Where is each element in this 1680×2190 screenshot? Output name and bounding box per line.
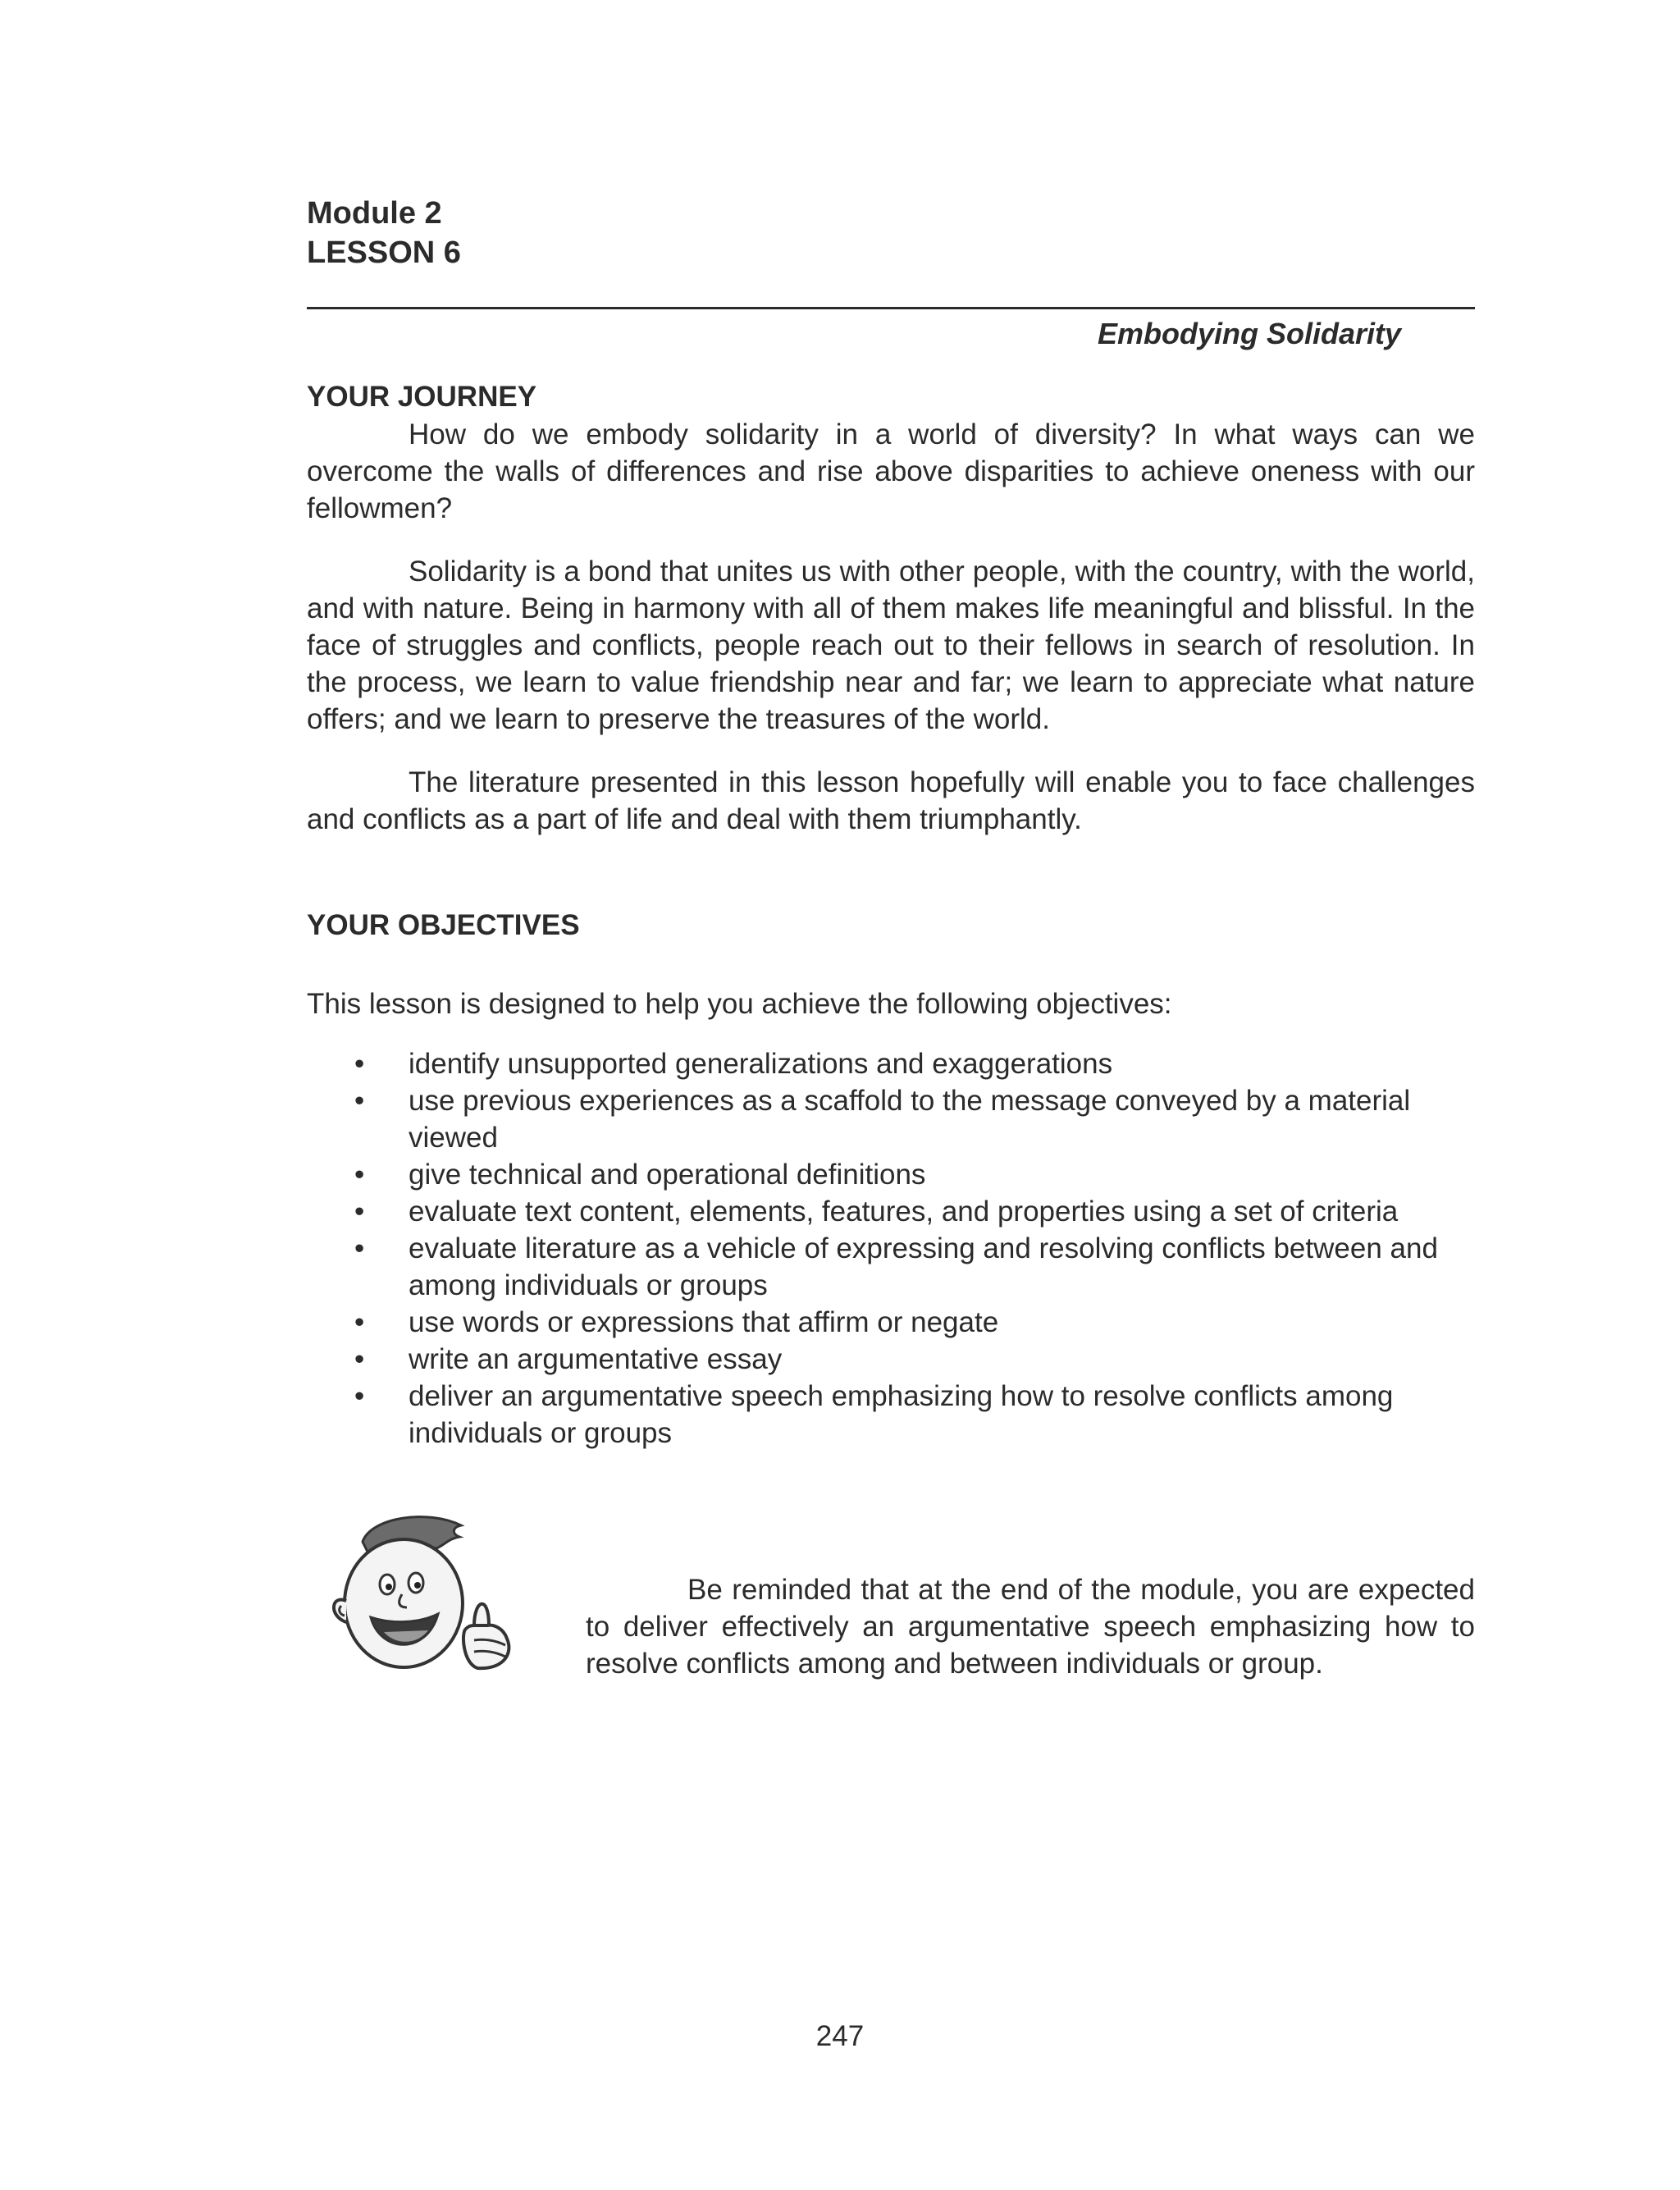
list-item xyxy=(307,1378,1475,1452)
objectives-list xyxy=(307,1045,1475,1452)
header-divider xyxy=(307,307,1475,309)
bullet-icon: • xyxy=(354,1380,365,1412)
list-item xyxy=(307,1045,1475,1082)
bullet-icon: • xyxy=(354,1343,365,1375)
objectives-heading: YOUR OBJECTIVES xyxy=(307,909,580,941)
bullet-icon: • xyxy=(354,1048,365,1080)
page-number: 247 xyxy=(815,2020,865,2052)
list-item xyxy=(307,1082,1475,1156)
document-page xyxy=(307,194,1475,1689)
reminder-box xyxy=(307,1509,1475,1689)
objective-text: give technical and operational definitions xyxy=(409,1159,926,1191)
bullet-icon: • xyxy=(354,1085,365,1117)
objectives-section xyxy=(307,907,1475,1452)
lesson-label: LESSON 6 xyxy=(307,235,461,270)
objective-text: evaluate text content, elements, features, and properties using a set of criteria xyxy=(409,1196,1399,1228)
module-label: Module 2 xyxy=(307,196,442,231)
list-item xyxy=(307,1341,1475,1378)
journey-section xyxy=(307,378,1475,838)
objectives-intro: This lesson is designed to help you achieve the following objectives: xyxy=(307,988,1172,1020)
reminder-text: Be reminded that at the end of the module, you are expected to deliver effectively an argumentative speech emphasizing how to resolve conflicts among and between individuals or group. xyxy=(586,1574,1475,1680)
objective-text: deliver an argumentative speech emphasizing how to resolve conflicts among individuals or groups xyxy=(409,1380,1394,1449)
bullet-icon: • xyxy=(354,1232,365,1264)
list-item xyxy=(307,1304,1475,1341)
list-item xyxy=(307,1156,1475,1193)
list-item xyxy=(307,1230,1475,1304)
objective-text: write an argumentative essay xyxy=(409,1343,783,1375)
journey-heading: YOUR JOURNEY xyxy=(307,381,537,413)
list-item xyxy=(307,1193,1475,1230)
journey-paragraph: How do we embody solidarity in a world of diversity? In what ways can we overcome the walls of differences and rise above disparities to achieve oneness with our fellowmen? xyxy=(307,418,1475,524)
objective-text: identify unsupported generalizations and exaggerations xyxy=(409,1048,1113,1080)
objective-text: use previous experiences as a scaffold to the message conveyed by a material viewed xyxy=(409,1085,1411,1154)
journey-paragraph: Solidarity is a bond that unites us with other people, with the country, with the world, and with nature. Being in harmony with all of them makes life meaningful and blissful. In the face of struggles and conflicts, people reach out to their fellows in search of resolution. In the process, we learn to value friendship near and far; we learn to appreciate what nature offers; and we learn to preserve the treasures of the world. xyxy=(307,556,1475,735)
journey-paragraph: The literature presented in this lesson hopefully will enable you to face challenges and conflicts as a part of life and deal with them triumphantly. xyxy=(307,766,1475,835)
objective-text: use words or expressions that affirm or negate xyxy=(409,1306,999,1338)
bullet-icon: • xyxy=(354,1159,365,1191)
bullet-icon: • xyxy=(354,1306,365,1338)
objective-text: evaluate literature as a vehicle of expressing and resolving conflicts between and among individuals or groups xyxy=(409,1232,1438,1301)
lesson-title: Embodying Solidarity xyxy=(1097,317,1401,350)
bullet-icon: • xyxy=(354,1196,365,1228)
cartoon-boy-pointing-icon xyxy=(313,1509,527,1681)
